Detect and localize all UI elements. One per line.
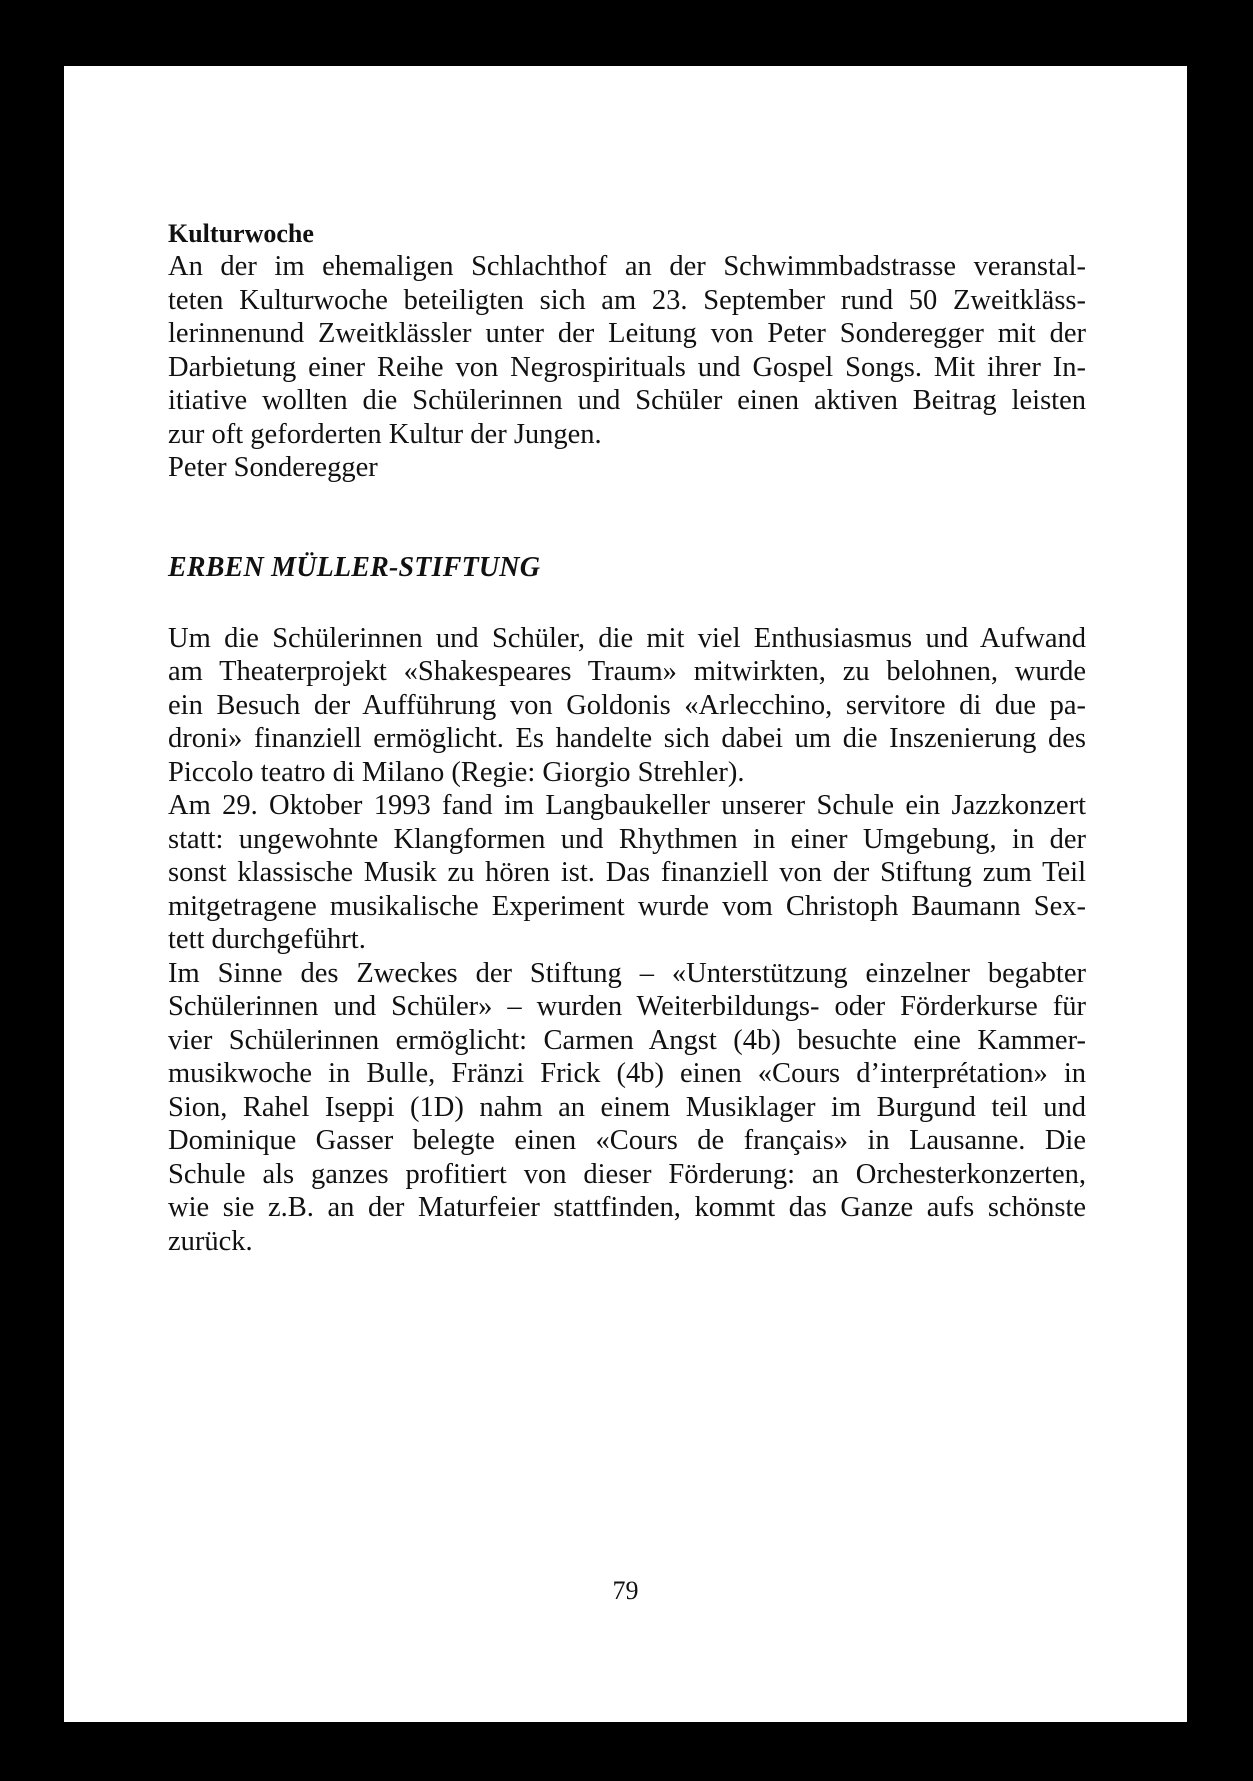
document-page [64,66,1187,1722]
text-line: Am 29. Oktober 1993 fand im Langbaukeller unserer Schule ein Jazzkonzert [168,790,1086,821]
text-line: droni» finanziell ermöglicht. Es handelte sich dabei um die Inszenierung des [168,723,1086,754]
text-line: wie sie z.B. an der Maturfeier stattfinden, kommt das Ganze aufs schönste [168,1192,1086,1223]
text-line: am Theaterprojekt «Shakespeares Traum» mitwirkten, zu belohnen, wurde [168,656,1086,687]
kulturwoche-paragraph [168,250,1086,451]
text-line: itiative wollten die Schülerinnen und Schüler einen aktiven Beitrag leisten [168,385,1086,416]
text-line: Schule als ganzes profitiert von dieser Förderung: an Orchesterkonzerten, [168,1158,1086,1190]
page-number: 79 [612,1576,639,1605]
text-line: mitgetragene musikalische Experiment wurde vom Christoph Baumann Sex- [168,890,1086,922]
text-line: Dominique Gasser belegte einen «Cours de français» in Lausanne. Die [168,1125,1086,1156]
stiftung-paragraph [168,622,1086,1259]
text-line: Sion, Rahel Iseppi (1D) nahm an einem Musiklager im Burgund teil und [168,1091,1086,1123]
text-line: Um die Schülerinnen und Schüler, die mit viel Enthusiasmus und Aufwand [168,622,1086,654]
text-line: Schülerinnen und Schüler» – wurden Weiterbildungs- oder Förderkurse für [168,991,1086,1022]
text-line: Darbietung einer Reihe von Negrospirituals und Gospel Songs. Mit ihrer In- [168,351,1086,383]
text-line: musikwoche in Bulle, Fränzi Frick (4b) einen «Cours d’interprétation» in [168,1058,1086,1089]
text-line: lerinnenund Zweitklässler unter der Leitung von Peter Sonderegger mit der [168,318,1086,349]
author-signature: Peter Sonderegger [168,452,378,483]
page-content [168,218,1086,1258]
text-line: zur oft geforderten Kultur der Jungen. [168,418,602,450]
text-line: Piccolo teatro di Milano (Regie: Giorgio Strehler). [168,756,745,788]
text-line: sonst klassische Musik zu hören ist. Das finanziell von der Stiftung zum Teil [168,857,1086,888]
section-heading-erben-mueller-stiftung: ERBEN MÜLLER-STIFTUNG [168,551,541,583]
text-line: vier Schülerinnen ermöglicht: Carmen Angst (4b) besuchte eine Kammer- [168,1024,1086,1056]
text-line: teten Kulturwoche beteiligten sich am 23. September rund 50 Zweitkläss- [168,284,1086,316]
text-line: tett durchgeführt. [168,924,366,955]
text-line: ein Besuch der Aufführung von Goldonis «Arlecchino, servitore di due pa- [168,689,1086,721]
text-line: statt: ungewohnte Klangformen und Rhythmen in einer Umgebung, in der [168,823,1086,855]
text-line: An der im ehemaligen Schlachthof an der Schwimmbadstrasse veranstal- [168,251,1086,282]
section-heading-kulturwoche: Kulturwoche [168,219,314,248]
text-line: Im Sinne des Zweckes der Stiftung – «Unterstützung einzelner begabter [168,957,1086,989]
text-line: zurück. [168,1225,253,1257]
